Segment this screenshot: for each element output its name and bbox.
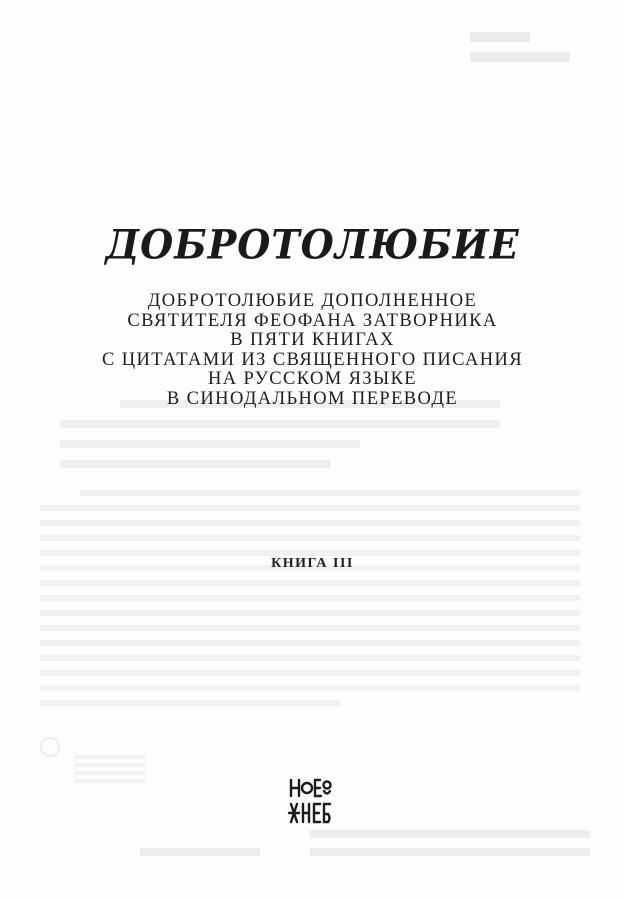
bleed-through-abstract [60, 398, 560, 478]
book-subtitle [60, 292, 565, 409]
subtitle-line: С ЦИТАТАМИ ИЗ СВЯЩЕННОГО ПИСАНИЯ [102, 349, 523, 370]
subtitle-line: ДОБРОТОЛЮБИЕ ДОПОЛНЕННОЕ [147, 291, 478, 311]
book-title: ДОБРОТОЛЮБИЕ [105, 220, 520, 269]
book-number: КНИГА III [271, 556, 354, 571]
publisher-logo-icon [287, 776, 333, 826]
bleed-through-udk [440, 28, 590, 78]
subtitle-line: В СИНОДАЛЬНОМ ПЕРЕВОДЕ [166, 388, 459, 409]
bleed-through-body [40, 490, 580, 720]
bleed-through-copyright [30, 735, 160, 795]
subtitle-line: СВЯТИТЕЛЯ ФЕОФАНА ЗАТВОРНИКА [127, 310, 498, 331]
subtitle-line: НА РУССКОМ ЯЗЫКЕ [207, 369, 418, 389]
subtitle-line: В ПЯТИ КНИГАХ [230, 330, 395, 350]
bleed-through-isbn [140, 828, 600, 868]
